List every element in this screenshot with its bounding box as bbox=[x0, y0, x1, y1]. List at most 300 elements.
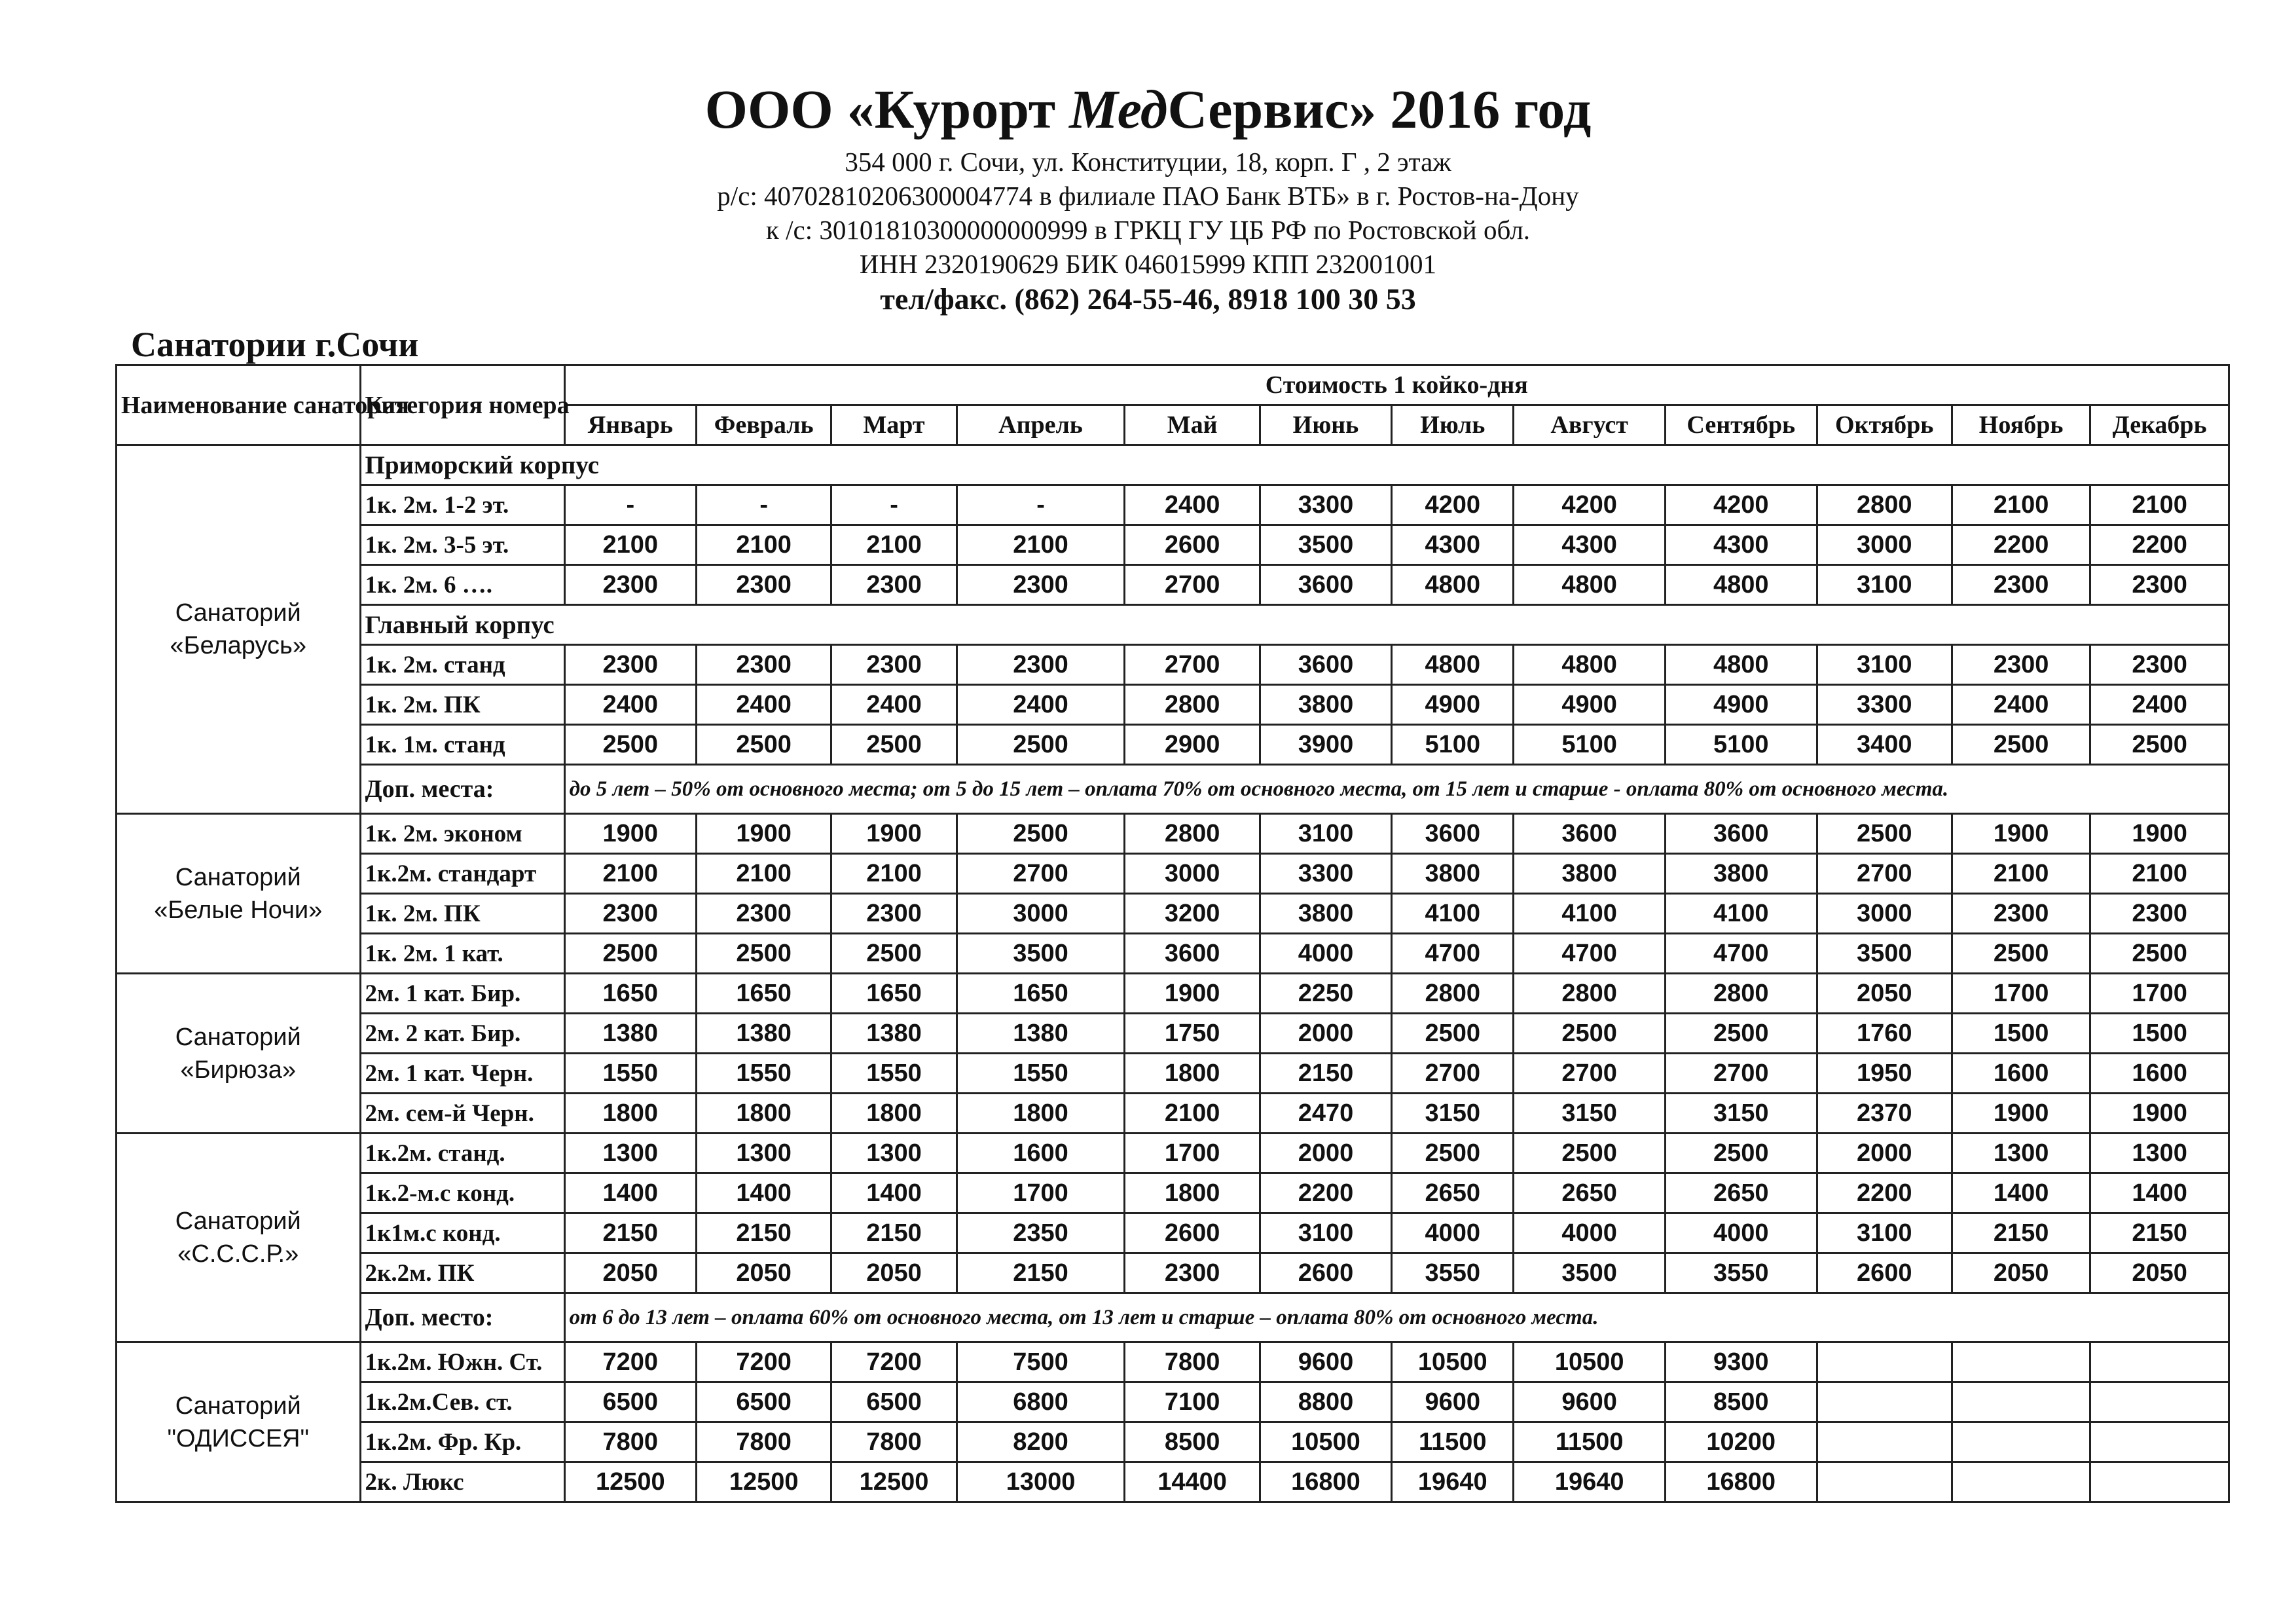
price-cell: 4800 bbox=[1665, 565, 1817, 605]
price-cell bbox=[1817, 1382, 1952, 1422]
subsection-row bbox=[117, 445, 2229, 485]
price-cell: 3500 bbox=[1817, 934, 1952, 974]
price-cell: 1700 bbox=[1125, 1134, 1260, 1173]
price-cell: 1800 bbox=[831, 1094, 957, 1134]
price-cell: 1550 bbox=[957, 1054, 1125, 1094]
price-cell: 2050 bbox=[1817, 974, 1952, 1014]
room-category: 2м. 1 кат. Черн. bbox=[360, 1054, 564, 1094]
price-cell: 2800 bbox=[1392, 974, 1514, 1014]
price-cell: 3100 bbox=[1260, 1213, 1391, 1253]
price-cell: 1700 bbox=[957, 1173, 1125, 1213]
room-category: 1к. 1м. станд bbox=[360, 725, 564, 765]
sanatorium-label: Санаторий bbox=[175, 1023, 301, 1051]
price-cell: 7800 bbox=[696, 1422, 831, 1462]
room-category: 1к.2-м.с конд. bbox=[360, 1173, 564, 1213]
building-label: Главный корпус bbox=[360, 605, 2229, 645]
price-cell: 2200 bbox=[2090, 525, 2229, 565]
price-cell: 4800 bbox=[1514, 565, 1666, 605]
table-row bbox=[117, 1134, 2229, 1173]
price-cell: 1900 bbox=[1125, 974, 1260, 1014]
price-cell: 1500 bbox=[1952, 1014, 2090, 1054]
room-category: 1к.2м. стандарт bbox=[360, 854, 564, 894]
price-cell: 2300 bbox=[957, 645, 1125, 685]
price-cell: 3600 bbox=[1665, 814, 1817, 854]
price-cell: 1800 bbox=[957, 1094, 1125, 1134]
price-cell: - bbox=[564, 485, 696, 525]
price-cell: 2100 bbox=[564, 525, 696, 565]
price-cell: 2400 bbox=[957, 685, 1125, 725]
price-cell: - bbox=[957, 485, 1125, 525]
month-header: Январь bbox=[564, 405, 696, 445]
price-cell: 2500 bbox=[1514, 1014, 1666, 1054]
price-cell: 3800 bbox=[1665, 854, 1817, 894]
price-cell: 10200 bbox=[1665, 1422, 1817, 1462]
room-category: 1к. 2м. станд bbox=[360, 645, 564, 685]
price-cell: 7100 bbox=[1125, 1382, 1260, 1422]
room-category: 2к. Люкс bbox=[360, 1462, 564, 1502]
section-title: Санатории г.Сочи bbox=[131, 325, 419, 364]
price-cell: 2300 bbox=[696, 894, 831, 934]
price-cell: 4200 bbox=[1392, 485, 1514, 525]
price-cell: 2150 bbox=[1260, 1054, 1391, 1094]
month-header: Июнь bbox=[1260, 405, 1391, 445]
price-cell: 2100 bbox=[1952, 485, 2090, 525]
month-header: Июль bbox=[1392, 405, 1514, 445]
price-cell: 1900 bbox=[1952, 1094, 2090, 1134]
price-table-body bbox=[117, 445, 2229, 1502]
price-cell: 1650 bbox=[696, 974, 831, 1014]
price-cell: 8500 bbox=[1665, 1382, 1817, 1422]
price-cell: 10500 bbox=[1260, 1422, 1391, 1462]
sanatorium-title: "ОДИССЕЯ" bbox=[167, 1424, 309, 1452]
price-cell: 3500 bbox=[1260, 525, 1391, 565]
price-cell: 2150 bbox=[831, 1213, 957, 1253]
price-cell: 1550 bbox=[564, 1054, 696, 1094]
price-cell bbox=[2090, 1462, 2229, 1502]
room-category: 1к.2м. Фр. Кр. bbox=[360, 1422, 564, 1462]
price-cell: 1550 bbox=[696, 1054, 831, 1094]
price-cell: 3800 bbox=[1260, 894, 1391, 934]
price-cell: 1400 bbox=[831, 1173, 957, 1213]
note-row bbox=[117, 765, 2229, 814]
sanatorium-title: «Беларусь» bbox=[170, 632, 306, 659]
price-cell: 3150 bbox=[1665, 1094, 1817, 1134]
price-cell: 2300 bbox=[957, 565, 1125, 605]
price-cell: 2150 bbox=[696, 1213, 831, 1253]
price-cell: 2500 bbox=[1665, 1134, 1817, 1173]
price-cell: 2050 bbox=[696, 1253, 831, 1293]
price-cell: 2300 bbox=[564, 894, 696, 934]
table-row bbox=[117, 894, 2229, 934]
price-cell: 2700 bbox=[1817, 854, 1952, 894]
month-header: Август bbox=[1514, 405, 1666, 445]
price-table bbox=[115, 364, 2230, 1503]
price-cell: 1700 bbox=[1952, 974, 2090, 1014]
price-cell: 2650 bbox=[1514, 1173, 1666, 1213]
price-cell: 4700 bbox=[1514, 934, 1666, 974]
price-cell: 7800 bbox=[831, 1422, 957, 1462]
price-cell: 1600 bbox=[1952, 1054, 2090, 1094]
account-line: р/с: 40702810206300004774 в филиале ПАО Банк ВТБ» в г. Ростов-на-Дону bbox=[717, 181, 1579, 211]
price-cell: 2500 bbox=[957, 725, 1125, 765]
price-cell: 2650 bbox=[1665, 1173, 1817, 1213]
price-cell: 2500 bbox=[696, 934, 831, 974]
price-cell: 3600 bbox=[1260, 645, 1391, 685]
price-cell: 4300 bbox=[1665, 525, 1817, 565]
table-row bbox=[117, 685, 2229, 725]
price-cell: 16800 bbox=[1260, 1462, 1391, 1502]
price-cell: 6800 bbox=[957, 1382, 1125, 1422]
price-cell: 8500 bbox=[1125, 1422, 1260, 1462]
price-cell: 2300 bbox=[831, 565, 957, 605]
price-cell: 2500 bbox=[1665, 1014, 1817, 1054]
room-category: 1к. 2м. ПК bbox=[360, 894, 564, 934]
price-cell: 2700 bbox=[1125, 565, 1260, 605]
price-cell: 2100 bbox=[1125, 1094, 1260, 1134]
price-cell: 11500 bbox=[1392, 1422, 1514, 1462]
price-cell: 3150 bbox=[1514, 1094, 1666, 1134]
price-cell: 4800 bbox=[1514, 645, 1666, 685]
price-cell: 2400 bbox=[1125, 485, 1260, 525]
table-row bbox=[117, 1014, 2229, 1054]
price-cell: 12500 bbox=[564, 1462, 696, 1502]
price-cell: 2800 bbox=[1125, 814, 1260, 854]
price-cell: 2500 bbox=[2090, 934, 2229, 974]
price-cell bbox=[1952, 1462, 2090, 1502]
month-header: Ноябрь bbox=[1952, 405, 2090, 445]
price-cell: 2150 bbox=[1952, 1213, 2090, 1253]
price-cell: 2300 bbox=[564, 565, 696, 605]
price-cell: 2700 bbox=[957, 854, 1125, 894]
price-cell: 1900 bbox=[2090, 1094, 2229, 1134]
price-cell bbox=[1817, 1462, 1952, 1502]
price-cell: 2800 bbox=[1665, 974, 1817, 1014]
table-row bbox=[117, 565, 2229, 605]
room-category: 1к. 2м. ПК bbox=[360, 685, 564, 725]
room-category: 1к1м.с конд. bbox=[360, 1213, 564, 1253]
table-row bbox=[117, 814, 2229, 854]
price-cell: 2100 bbox=[696, 525, 831, 565]
room-category: 1к.2м. Южн. Ст. bbox=[360, 1342, 564, 1382]
month-header: Март bbox=[831, 405, 957, 445]
sanatorium-title: «Бирюза» bbox=[180, 1056, 297, 1084]
price-cell: 2370 bbox=[1817, 1094, 1952, 1134]
table-row bbox=[117, 1173, 2229, 1213]
price-cell: 7200 bbox=[696, 1342, 831, 1382]
price-cell: 4100 bbox=[1514, 894, 1666, 934]
price-cell: 1800 bbox=[564, 1094, 696, 1134]
table-row bbox=[117, 1094, 2229, 1134]
price-cell: 3600 bbox=[1514, 814, 1666, 854]
price-cell: 1600 bbox=[957, 1134, 1125, 1173]
price-cell: 3100 bbox=[1817, 645, 1952, 685]
sanatorium-name bbox=[117, 445, 361, 814]
column-header-name: Наименование санатория bbox=[117, 365, 361, 445]
table-row bbox=[117, 485, 2229, 525]
price-cell: 4800 bbox=[1665, 645, 1817, 685]
price-cell: 3500 bbox=[957, 934, 1125, 974]
sanatorium-label: Санаторий bbox=[175, 1208, 301, 1235]
price-cell: 4900 bbox=[1392, 685, 1514, 725]
price-cell: 5100 bbox=[1514, 725, 1666, 765]
sanatorium-title: «Белые Ночи» bbox=[154, 896, 323, 924]
price-cell: 2050 bbox=[1952, 1253, 2090, 1293]
sanatorium-title: «С.С.С.Р.» bbox=[177, 1240, 299, 1268]
price-cell bbox=[1817, 1342, 1952, 1382]
price-cell: 2050 bbox=[831, 1253, 957, 1293]
price-cell: 3800 bbox=[1260, 685, 1391, 725]
extra-place-label: Доп. места: bbox=[360, 765, 564, 814]
subsection-row bbox=[117, 605, 2229, 645]
price-cell: 1380 bbox=[696, 1014, 831, 1054]
price-cell: 4200 bbox=[1665, 485, 1817, 525]
price-cell: 8800 bbox=[1260, 1382, 1391, 1422]
price-cell: 2500 bbox=[831, 725, 957, 765]
price-cell: 2200 bbox=[1817, 1173, 1952, 1213]
price-cell: 2000 bbox=[1260, 1014, 1391, 1054]
table-row bbox=[117, 934, 2229, 974]
price-cell: 11500 bbox=[1514, 1422, 1666, 1462]
price-cell: 9300 bbox=[1665, 1342, 1817, 1382]
sanatorium-name bbox=[117, 1134, 361, 1342]
price-cell: 2150 bbox=[564, 1213, 696, 1253]
price-cell: 1380 bbox=[831, 1014, 957, 1054]
price-cell: 3600 bbox=[1392, 814, 1514, 854]
price-cell bbox=[1952, 1342, 2090, 1382]
price-cell: 6500 bbox=[831, 1382, 957, 1422]
price-cell: - bbox=[831, 485, 957, 525]
price-cell: 1300 bbox=[564, 1134, 696, 1173]
price-cell: 3600 bbox=[1260, 565, 1391, 605]
table-row bbox=[117, 1462, 2229, 1502]
price-cell: 3200 bbox=[1125, 894, 1260, 934]
price-cell: 9600 bbox=[1392, 1382, 1514, 1422]
company-prefix: ООО «Курорт bbox=[704, 79, 1070, 140]
price-cell bbox=[1952, 1422, 2090, 1462]
room-category: 1к. 2м. 1-2 эт. bbox=[360, 485, 564, 525]
room-category: 2м. сем-й Черн. bbox=[360, 1094, 564, 1134]
month-header: Февраль bbox=[696, 405, 831, 445]
price-cell: 2200 bbox=[1260, 1173, 1391, 1213]
price-cell: 4700 bbox=[1392, 934, 1514, 974]
extra-place-note: до 5 лет – 50% от основного места; от 5 до 15 лет – оплата 70% от основного места, от 15 лет и старше - оплата 80% от основного места. bbox=[564, 765, 2229, 814]
price-cell: 2500 bbox=[696, 725, 831, 765]
price-cell: 2200 bbox=[1952, 525, 2090, 565]
price-cell: 3900 bbox=[1260, 725, 1391, 765]
table-row bbox=[117, 725, 2229, 765]
price-cell: 2470 bbox=[1260, 1094, 1391, 1134]
corr-account-line: к /с: 30101810300000000999 в ГРКЦ ГУ ЦБ РФ по Ростовской обл. bbox=[765, 215, 1531, 245]
price-cell: 9600 bbox=[1514, 1382, 1666, 1422]
price-cell: 2400 bbox=[831, 685, 957, 725]
price-cell: 1950 bbox=[1817, 1054, 1952, 1094]
address-line: 354 000 г. Сочи, ул. Конституции, 18, корп. Г , 2 этаж bbox=[845, 147, 1451, 177]
price-cell: 2800 bbox=[1514, 974, 1666, 1014]
price-cell: 2050 bbox=[2090, 1253, 2229, 1293]
price-cell: 8200 bbox=[957, 1422, 1125, 1462]
room-category: 2к.2м. ПК bbox=[360, 1253, 564, 1293]
price-cell: 10500 bbox=[1392, 1342, 1514, 1382]
room-category: 1к.2м. станд. bbox=[360, 1134, 564, 1173]
price-cell: 3800 bbox=[1392, 854, 1514, 894]
price-cell: 6500 bbox=[696, 1382, 831, 1422]
price-cell: 1500 bbox=[2090, 1014, 2229, 1054]
price-cell: 3550 bbox=[1392, 1253, 1514, 1293]
price-cell: 7200 bbox=[831, 1342, 957, 1382]
price-cell: 1900 bbox=[564, 814, 696, 854]
price-cell: 1800 bbox=[696, 1094, 831, 1134]
price-cell: 1550 bbox=[831, 1054, 957, 1094]
price-cell: 1760 bbox=[1817, 1014, 1952, 1054]
price-cell: 4800 bbox=[1392, 645, 1514, 685]
price-cell: 6500 bbox=[564, 1382, 696, 1422]
price-cell: 2300 bbox=[2090, 894, 2229, 934]
price-cell: 1800 bbox=[1125, 1173, 1260, 1213]
price-cell: 1300 bbox=[1952, 1134, 2090, 1173]
price-cell: 2300 bbox=[831, 894, 957, 934]
month-header: Сентябрь bbox=[1665, 405, 1817, 445]
price-cell: 1400 bbox=[696, 1173, 831, 1213]
price-cell: 2800 bbox=[1125, 685, 1260, 725]
price-cell: 1300 bbox=[696, 1134, 831, 1173]
price-cell: 2600 bbox=[1125, 525, 1260, 565]
price-cell: 2100 bbox=[957, 525, 1125, 565]
price-cell: 4700 bbox=[1665, 934, 1817, 974]
price-cell: 3000 bbox=[1817, 894, 1952, 934]
price-cell: 1380 bbox=[957, 1014, 1125, 1054]
price-cell: 3400 bbox=[1817, 725, 1952, 765]
company-suffix: Сервис» 2016 год bbox=[1167, 79, 1592, 140]
price-cell: 4300 bbox=[1514, 525, 1666, 565]
price-cell: 2300 bbox=[2090, 565, 2229, 605]
price-cell: 4000 bbox=[1392, 1213, 1514, 1253]
price-cell bbox=[2090, 1422, 2229, 1462]
extra-place-note: от 6 до 13 лет – оплата 60% от основного места, от 13 лет и старше – оплата 80% от основного места. bbox=[564, 1293, 2229, 1342]
price-cell: 2600 bbox=[1260, 1253, 1391, 1293]
price-cell: 12500 bbox=[696, 1462, 831, 1502]
price-cell: 16800 bbox=[1665, 1462, 1817, 1502]
phone-line: тел/факс. (862) 264-55-46, 8918 100 30 53 bbox=[880, 282, 1416, 316]
price-cell: 2500 bbox=[1392, 1014, 1514, 1054]
price-cell: 2000 bbox=[1260, 1134, 1391, 1173]
price-cell: 2300 bbox=[1952, 565, 2090, 605]
table-row bbox=[117, 1342, 2229, 1382]
price-cell: 2000 bbox=[1817, 1134, 1952, 1173]
tax-ids-line: ИНН 2320190629 БИК 046015999 КПП 232001001 bbox=[859, 249, 1437, 279]
price-cell: 1750 bbox=[1125, 1014, 1260, 1054]
price-cell: 3300 bbox=[1260, 485, 1391, 525]
sanatorium-name bbox=[117, 1342, 361, 1502]
sanatorium-name bbox=[117, 974, 361, 1134]
room-category: 1к.2м.Сев. ст. bbox=[360, 1382, 564, 1422]
price-cell bbox=[1952, 1382, 2090, 1422]
sanatorium-label: Санаторий bbox=[175, 863, 301, 891]
price-cell: 3000 bbox=[1125, 854, 1260, 894]
table-row bbox=[117, 1382, 2229, 1422]
price-cell: 7200 bbox=[564, 1342, 696, 1382]
price-cell: 1900 bbox=[696, 814, 831, 854]
price-cell: 4100 bbox=[1392, 894, 1514, 934]
sanatorium-label: Санаторий bbox=[175, 1392, 301, 1420]
price-cell: 2100 bbox=[2090, 854, 2229, 894]
price-cell: 3100 bbox=[1817, 565, 1952, 605]
extra-place-label: Доп. место: bbox=[360, 1293, 564, 1342]
price-cell: 1650 bbox=[831, 974, 957, 1014]
price-cell: 2300 bbox=[696, 565, 831, 605]
price-cell: 3000 bbox=[1817, 525, 1952, 565]
company-title bbox=[0, 77, 2296, 143]
price-cell: 13000 bbox=[957, 1462, 1125, 1502]
column-header-cost: Стоимость 1 койко-дня bbox=[564, 365, 2229, 405]
price-cell: 2100 bbox=[1952, 854, 2090, 894]
price-cell: 2100 bbox=[831, 854, 957, 894]
price-cell: 5100 bbox=[1392, 725, 1514, 765]
price-cell: 4800 bbox=[1392, 565, 1514, 605]
price-cell: 10500 bbox=[1514, 1342, 1666, 1382]
price-cell: 5100 bbox=[1665, 725, 1817, 765]
room-category: 1к. 2м. 1 кат. bbox=[360, 934, 564, 974]
price-cell: 2700 bbox=[1514, 1054, 1666, 1094]
price-cell: 3100 bbox=[1817, 1213, 1952, 1253]
room-category: 2м. 2 кат. Бир. bbox=[360, 1014, 564, 1054]
price-cell: 7500 bbox=[957, 1342, 1125, 1382]
price-cell: 2500 bbox=[1817, 814, 1952, 854]
price-cell: 3550 bbox=[1665, 1253, 1817, 1293]
price-cell: 2150 bbox=[2090, 1213, 2229, 1253]
price-cell: 2250 bbox=[1260, 974, 1391, 1014]
price-cell: 3800 bbox=[1514, 854, 1666, 894]
price-cell: 9600 bbox=[1260, 1342, 1391, 1382]
price-cell: 2500 bbox=[957, 814, 1125, 854]
price-cell: - bbox=[696, 485, 831, 525]
month-header: Май bbox=[1125, 405, 1260, 445]
price-cell: 12500 bbox=[831, 1462, 957, 1502]
price-cell: 2500 bbox=[1952, 725, 2090, 765]
price-cell: 2700 bbox=[1665, 1054, 1817, 1094]
price-cell: 2400 bbox=[2090, 685, 2229, 725]
price-cell: 2650 bbox=[1392, 1173, 1514, 1213]
price-cell: 2400 bbox=[564, 685, 696, 725]
price-cell: 2500 bbox=[831, 934, 957, 974]
table-row bbox=[117, 974, 2229, 1014]
price-cell: 2300 bbox=[564, 645, 696, 685]
price-cell: 7800 bbox=[1125, 1342, 1260, 1382]
room-category: 1к. 2м. 3-5 эт. bbox=[360, 525, 564, 565]
price-cell: 1400 bbox=[564, 1173, 696, 1213]
price-cell: 4200 bbox=[1514, 485, 1666, 525]
price-cell: 2500 bbox=[564, 725, 696, 765]
price-cell: 2700 bbox=[1392, 1054, 1514, 1094]
month-header: Декабрь bbox=[2090, 405, 2229, 445]
price-cell: 1650 bbox=[564, 974, 696, 1014]
price-cell: 4000 bbox=[1260, 934, 1391, 974]
price-cell: 2500 bbox=[1392, 1134, 1514, 1173]
price-cell: 2350 bbox=[957, 1213, 1125, 1253]
table-row bbox=[117, 1422, 2229, 1462]
price-cell: 2600 bbox=[1125, 1213, 1260, 1253]
price-cell: 2300 bbox=[1952, 894, 2090, 934]
column-header-category: Категория номера bbox=[360, 365, 564, 445]
price-cell: 3000 bbox=[957, 894, 1125, 934]
price-cell: 1900 bbox=[1952, 814, 2090, 854]
price-cell: 2100 bbox=[696, 854, 831, 894]
price-cell: 4300 bbox=[1392, 525, 1514, 565]
price-cell: 2500 bbox=[1514, 1134, 1666, 1173]
price-cell: 1400 bbox=[1952, 1173, 2090, 1213]
price-cell: 2600 bbox=[1817, 1253, 1952, 1293]
price-cell: 3600 bbox=[1125, 934, 1260, 974]
price-cell bbox=[1817, 1422, 1952, 1462]
